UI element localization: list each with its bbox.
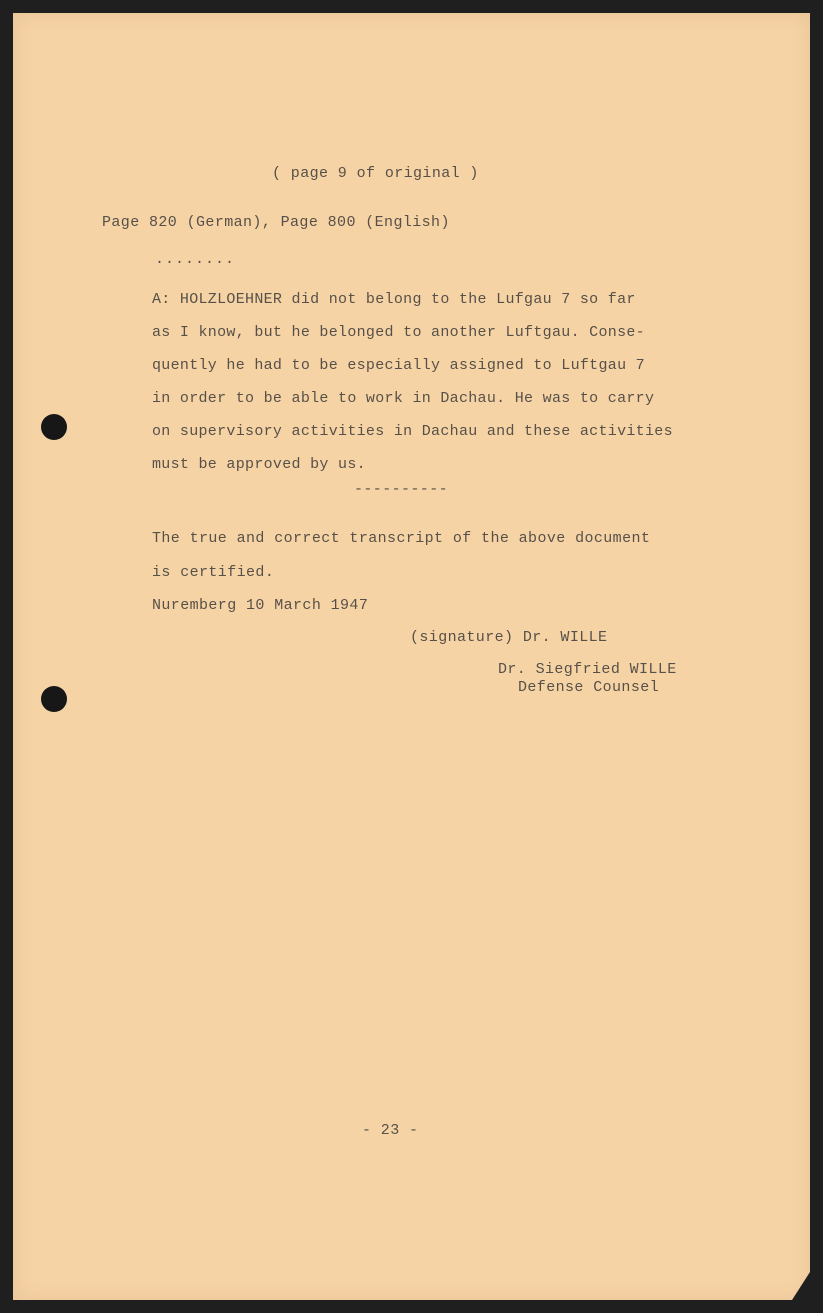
certification-line: The true and correct transcript of the above document [152, 530, 651, 547]
answer-line: quently he had to be especially assigned to Luftgau 7 [152, 357, 645, 374]
signature-line: (signature) Dr. WILLE [410, 629, 608, 646]
signer-name: Dr. Siegfried WILLE [498, 661, 677, 678]
punch-hole-upper [41, 414, 67, 440]
certification-line: is certified. [152, 564, 275, 581]
page-number: - 23 - [362, 1122, 419, 1139]
answer-line: must be approved by us. [152, 456, 366, 473]
punch-hole-lower [41, 686, 67, 712]
torn-corner [792, 1272, 810, 1300]
answer-line: as I know, but he belonged to another Luftgau. Conse- [152, 324, 645, 341]
page-reference: Page 820 (German), Page 800 (English) [102, 214, 450, 231]
place-date: Nuremberg 10 March 1947 [152, 597, 369, 614]
answer-text [152, 283, 673, 481]
ellipsis: ........ [155, 251, 236, 268]
page-marker: ( page 9 of original ) [272, 165, 479, 182]
document-page [13, 13, 810, 1300]
answer-line: in order to be able to work in Dachau. He was to carry [152, 390, 655, 407]
answer-line: on supervisory activities in Dachau and these activities [152, 423, 673, 440]
answer-line: A: HOLZLOEHNER did not belong to the Lufgau 7 so far [152, 291, 636, 308]
signer-title: Defense Counsel [518, 679, 660, 696]
separator-line: ---------- [354, 481, 449, 498]
